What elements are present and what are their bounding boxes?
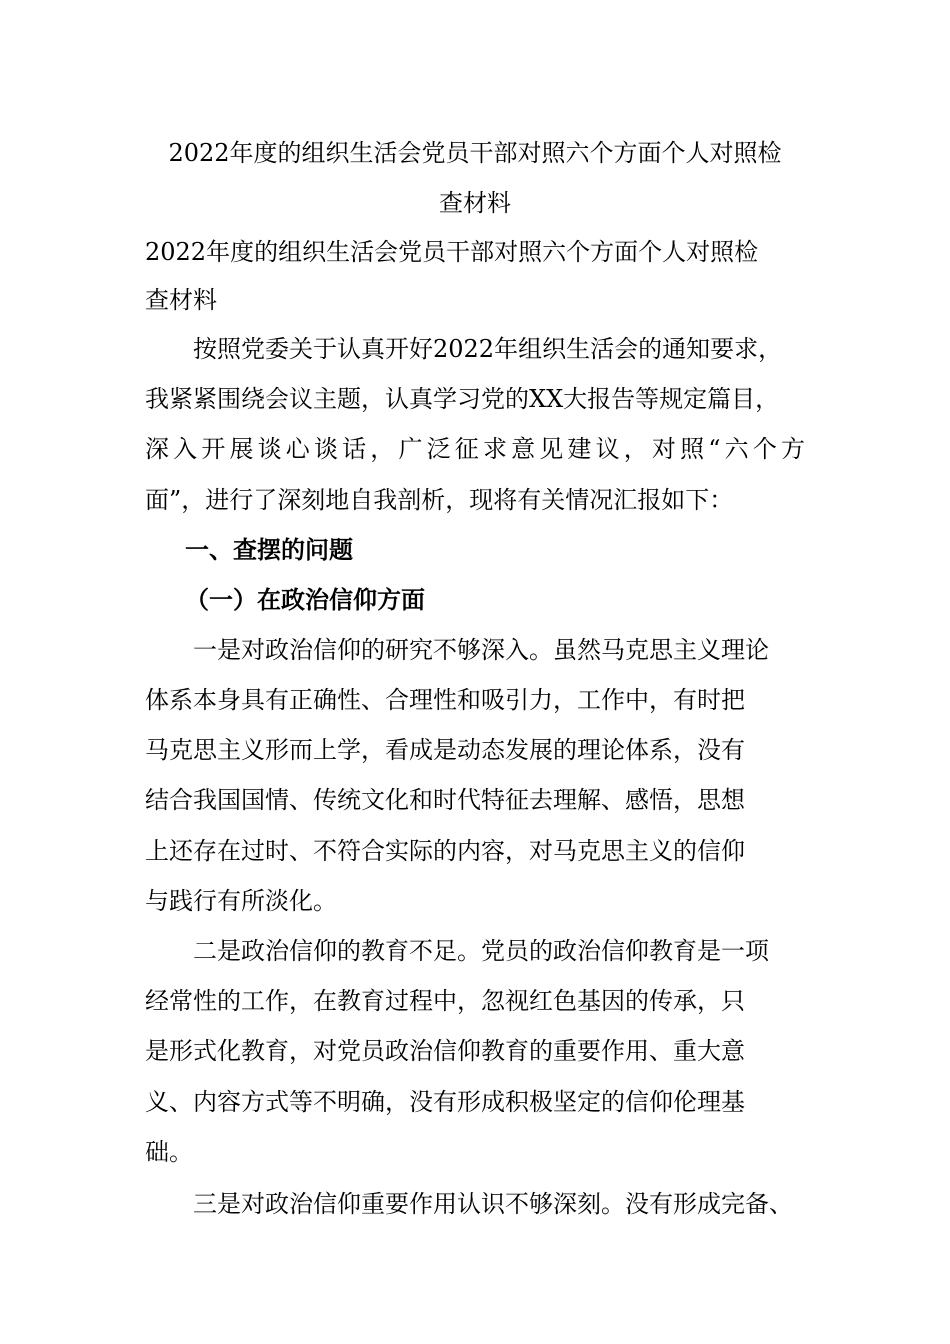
paragraph-line: 义、内容方式等不明确，没有形成积极坚定的信仰伦理基	[145, 1087, 745, 1116]
paragraph-line: 三是对政治信仰重要作用认识不够深刻。没有形成完备、	[193, 1190, 793, 1219]
document-title	[145, 128, 805, 228]
paragraph-line: 深入开展谈心谈话，广泛征求意见建议，对照“六个方	[145, 435, 805, 464]
paragraph-line: 按照党委关于认真开好2022年组织生活会的通知要求，	[193, 335, 783, 363]
subtitle-line: 2022年度的组织生活会党员干部对照六个方面个人对照检	[145, 238, 759, 266]
paragraph-line: 经常性的工作，在教育过程中，忽视红色基因的传承，只	[145, 987, 745, 1016]
paragraph-line: 与践行有所淡化。	[145, 886, 337, 915]
title-line: 查材料	[439, 189, 511, 217]
subsection-heading: （一）在政治信仰方面	[185, 584, 425, 614]
paragraph-line: 面”，进行了深刻地自我剖析，现将有关情况汇报如下：	[145, 485, 734, 514]
section-heading: 一、查摆的问题	[185, 534, 353, 564]
paragraph-line: 结合我国国情、传统文化和时代特征去理解、感悟，思想	[145, 786, 745, 815]
paragraph-line: 上还存在过时、不符合实际的内容，对马克思主义的信仰	[145, 836, 745, 865]
point-three-paragraph	[145, 1179, 805, 1229]
paragraph-line: 一是对政治信仰的研究不够深入。虽然马克思主义理论	[193, 635, 769, 664]
paragraph-line: 础。	[145, 1137, 193, 1166]
subtitle-line: 查材料	[145, 286, 217, 314]
document-body	[145, 128, 805, 1229]
paragraph-line: 我紧紧围绕会议主题，认真学习党的XX大报告等规定篇目，	[145, 385, 780, 414]
point-two-paragraph	[145, 926, 805, 1177]
paragraph-line: 是形式化教育，对党员政治信仰教育的重要作用、重大意	[145, 1037, 745, 1066]
paragraph-line: 马克思主义形而上学，看成是动态发展的理论体系，没有	[145, 736, 745, 765]
paragraph-line: 体系本身具有正确性、合理性和吸引力，工作中，有时把	[145, 686, 745, 715]
point-one-paragraph	[145, 625, 805, 926]
document-subtitle	[145, 228, 805, 324]
paragraph-line: 二是政治信仰的教育不足。党员的政治信仰教育是一项	[193, 937, 769, 966]
intro-paragraph	[145, 324, 805, 525]
title-line: 2022年度的组织生活会党员干部对照六个方面个人对照检	[168, 139, 782, 167]
